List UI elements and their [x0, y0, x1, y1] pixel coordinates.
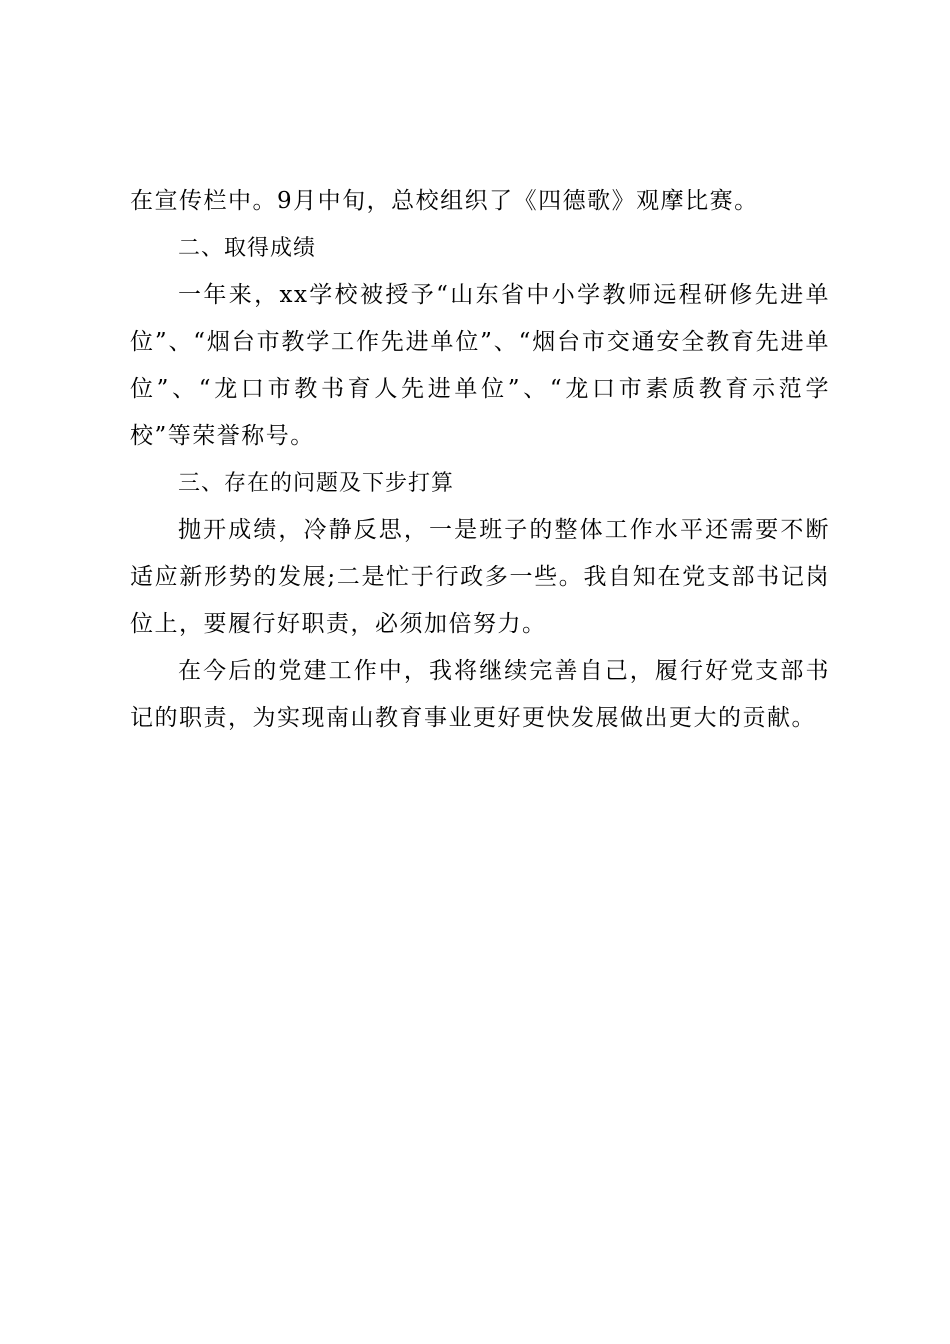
problems-paragraph: 抛开成绩，冷静反思，一是班子的整体工作水平还需要不断适应新形势的发展;二是忙于行政多一些。我自知在党支部书记岗位上，要履行好职责，必须加倍努力。 — [130, 517, 830, 637]
achievements-paragraph: 一年来，xx学校被授予“山东省中小学教师远程研修先进单位”、“烟台市教学工作先进单位”、“烟台市交通安全教育先进单位”、“龙口市教书育人先进单位”、“龙口市素质教育示范学校”等荣誉称号。 — [130, 282, 830, 449]
plans-paragraph: 在今后的党建工作中，我将继续完善自己，履行好党支部书记的职责，为实现南山教育事业更好更快发展做出更大的贡献。 — [130, 658, 830, 731]
document-body — [130, 178, 830, 742]
section-heading-problems-plans: 三、存在的问题及下步打算 — [178, 471, 455, 496]
intro-paragraph: 在宣传栏中。9月中旬，总校组织了《四德歌》观摩比赛。 — [130, 188, 759, 214]
section-heading-achievements: 二、取得成绩 — [178, 236, 317, 261]
